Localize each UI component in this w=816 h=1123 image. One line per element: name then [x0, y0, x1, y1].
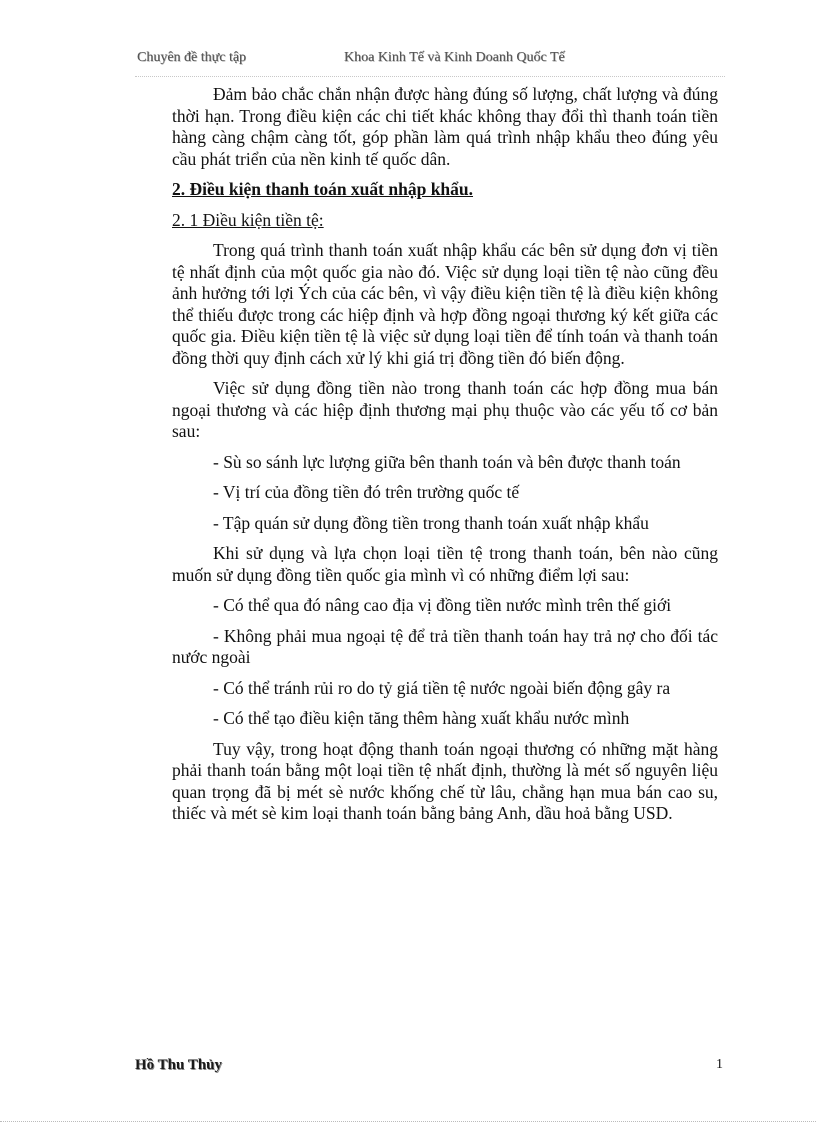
page-bottom-divider — [0, 1121, 816, 1122]
list-item: - Không phải mua ngoại tệ để trả tiền thanh toán hay trả nợ cho đối tác nước ngoài — [172, 625, 718, 667]
body-paragraph: Trong quá trình thanh toán xuất nhập khẩu các bên sử dụng đơn vị tiền tệ nhất định của một quốc gia nào đó. Việc sử dụng loại tiền tệ nào cũng đều ảnh hưởng tới lợi Ých của các bên, vì vậy điều kiện tiền tệ là điều kiện không thể thiếu được trong các hiệp định và hợp đồng ngoại thương ký kết giữa các quốc gia. Điều kiện tiền tệ là việc sử dụng loại tiền để tính toán và thanh toán đồng thời quy định cách xử lý khi giá trị đồng tiền đó biến động. — [172, 240, 718, 368]
body-paragraph: Tuy vậy, trong hoạt động thanh toán ngoại thương có những mặt hàng phải thanh toán bằng một loại tiền tệ nhất định, thường là mét số nguyên liệu quan trọng đã bị mét sè nước khống chế từ lâu, chẳng hạn mua bán cao su, thiếc và mét sè kim loại thanh toán bằng bảng Anh, dầu hoả bằng USD. — [172, 738, 718, 823]
header-divider — [135, 76, 725, 77]
page-header — [0, 50, 816, 72]
body-paragraph: Khi sử dụng và lựa chọn loại tiền tệ trong thanh toán, bên nào cũng muốn sử dụng đồng tiền quốc gia mình vì có những điểm lợi sau: — [172, 543, 718, 585]
header-faculty-name: Khoa Kinh Tế và Kinh Doanh Quốc Tế — [344, 50, 565, 65]
section-heading: 2. Điều kiện thanh toán xuất nhập khẩu. — [172, 179, 474, 199]
footer-author-name: Hồ Thu Thủy — [135, 1057, 223, 1073]
body-paragraph: Đảm bảo chắc chắn nhận được hàng đúng số lượng, chất lượng và đúng thời hạn. Trong điều kiện các chi tiết khác không thay đổi thì thanh toán tiền hàng càng chậm càng tốt, góp phần làm quá trình nhập khẩu theo đúng yêu cầu phát triển của nền kinh tế quốc dân. — [172, 84, 718, 169]
document-body — [172, 84, 718, 834]
list-item: - Có thể tạo điều kiện tăng thêm hàng xuất khẩu nước mình — [213, 708, 630, 728]
subsection-heading: 2. 1 Điều kiện tiền tệ: — [172, 209, 324, 230]
page-number: 1 — [716, 1057, 723, 1072]
list-item: - Có thể tránh rủi ro do tỷ giá tiền tệ nước ngoài biến động gây ra — [213, 677, 671, 698]
list-item: - Vị trí của đồng tiền đó trên trường quốc tế — [213, 482, 520, 502]
body-paragraph: Việc sử dụng đồng tiền nào trong thanh toán các hợp đồng mua bán ngoại thương và các hiệp định thương mại phụ thuộc vào các yếu tố cơ bản sau: — [172, 378, 718, 441]
list-item: - Tập quán sử dụng đồng tiền trong thanh toán xuất nhập khẩu — [213, 512, 649, 533]
list-item: - Có thể qua đó nâng cao địa vị đồng tiền nước mình trên thế giới — [213, 595, 672, 615]
header-report-title: Chuyên đề thực tập — [137, 50, 247, 65]
list-item: - Sù so sánh lực lượng giữa bên thanh toán và bên được thanh toán — [213, 451, 681, 472]
